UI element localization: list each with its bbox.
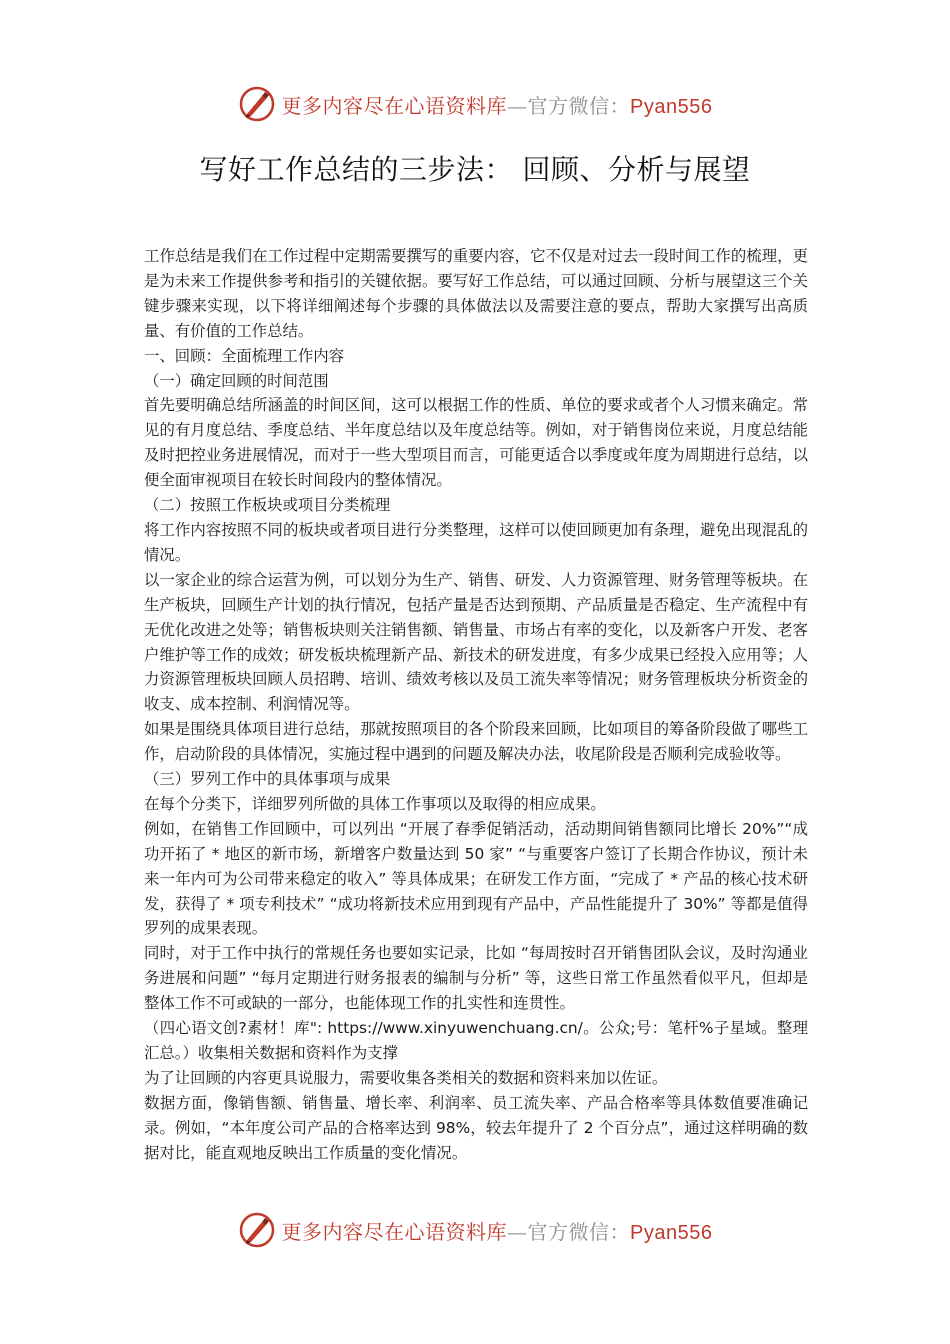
body-paragraph: 同时，对于工作中执行的常规任务也要如实记录，比如 “每周按时召开销售团队会议，及时沟通业务进展和问题” “每月定期进行财务报表的编制与分析” 等，这些日常工作虽然看似平凡，但却是整体工作不可或缺的一部分，也能体现工作的扎实性和连贯性。 (144, 944, 808, 1013)
pen-logo-icon (238, 85, 276, 123)
section-heading: 一、回顾：全面梳理工作内容 (144, 346, 345, 365)
body-paragraph: 将工作内容按照不同的板块或者项目进行分类整理，这样可以使回顾更加有条理，避免出现混乱的情况。 (144, 520, 808, 564)
subsection-heading: （三）罗列工作中的具体事项与成果 (144, 770, 391, 789)
article-body (144, 244, 808, 1166)
banner-text: 更多内容尽在心语资料库—官方微信：Pyan556 (281, 93, 713, 118)
footer-banner (0, 1208, 950, 1252)
intro-paragraph: 工作总结是我们在工作过程中定期需要撰写的重要内容，它不仅是对过去一段时间工作的梳理，更是为未来工作提供参考和指引的关键依据。要写好工作总结，可以通过回顾、分析与展望这三个关键步骤来实现，以下将详细阐述每个步骤的具体做法以及需要注意的要点，帮助大家撰写出高质量、有价值的工作总结。 (144, 247, 808, 340)
page-title: 写好工作总结的三步法： 回顾、分析与展望 (199, 153, 751, 186)
body-paragraph: 首先要明确总结所涵盖的时间区间，这可以根据工作的性质、单位的要求或者个人习惯来确定。常见的有月度总结、季度总结、半年度总结以及年度总结等。例如，对于销售岗位来说，月度总结能及时把控业务进展情况，而对于一些大型项目而言，可能更适合以季度或年度为周期进行总结，以便全面审视项目在较长时间段内的整体情况。 (144, 396, 808, 490)
body-paragraph: 以一家企业的综合运营为例，可以划分为生产、销售、研发、人力资源管理、财务管理等板块。在生产板块，回顾生产计划的执行情况，包括产量是否达到预期、产品质量是否稳定、生产流程中有无优化改进之处等；销售板块则关注销售额、销售量、市场占有率的变化，以及新客户开发、老客户维护等工作的成效；研发板块梳理新产品、新技术的研发进度，有多少成果已经投入应用等；人力资源管理板块回顾人员招聘、培训、绩效考核以及员工流失率等情况；财务管理板块分析资金的收支、成本控制、利润情况等。 (144, 570, 808, 714)
banner-text: 更多内容尽在心语资料库—官方微信：Pyan556 (281, 1219, 713, 1244)
body-paragraph: 数据方面，像销售额、销售量、增长率、利润率、员工流失率、产品合格率等具体数值要准确记录。例如，“本年度公司产品的合格率达到 98%，较去年提升了 2 个百分点”，通过这样明确的数据对比，能直观地反映出工作质量的变化情况。 (144, 1093, 808, 1162)
header-banner (0, 82, 950, 126)
subsection-heading: （一）确定回顾的时间范围 (144, 371, 329, 390)
subsection-heading: （二）按照工作板块或项目分类梳理 (144, 496, 391, 515)
body-paragraph: 在每个分类下，详细罗列所做的具体工作事项以及取得的相应成果。 (144, 794, 606, 813)
body-paragraph: （四心语文创?素材！库": https://www.xinyuwenchuang.cn/。公众;号：笔杆%子星域。整理汇总。）收集相关数据和资料作为支撑 (144, 1019, 808, 1062)
body-paragraph: 为了让回顾的内容更具说服力，需要收集各类相关的数据和资料来加以佐证。 (144, 1068, 668, 1087)
body-paragraph: 如果是围绕具体项目进行总结，那就按照项目的各个阶段来回顾，比如项目的筹备阶段做了哪些工作，启动阶段的具体情况，实施过程中遇到的问题及解决办法，收尾阶段是否顺利完成验收等。 (144, 720, 808, 764)
body-paragraph: 例如，在销售工作回顾中，可以列出 “开展了春季促销活动，活动期间销售额同比增长 20%”“成功开拓了 * 地区的新市场，新增客户数量达到 50 家” “与重要客户签订了长期合作协议，预计未来一年内可为公司带来稳定的收入” 等具体成果；在研发工作方面，“完成了 * 产品的核心技术研发，获得了 * 项专利技术” “成功将新技术应用到现有产品中，产品性能提升了 30%” 等都是值得罗列的成果表现。 (144, 819, 808, 938)
pen-logo-icon (238, 1211, 276, 1249)
